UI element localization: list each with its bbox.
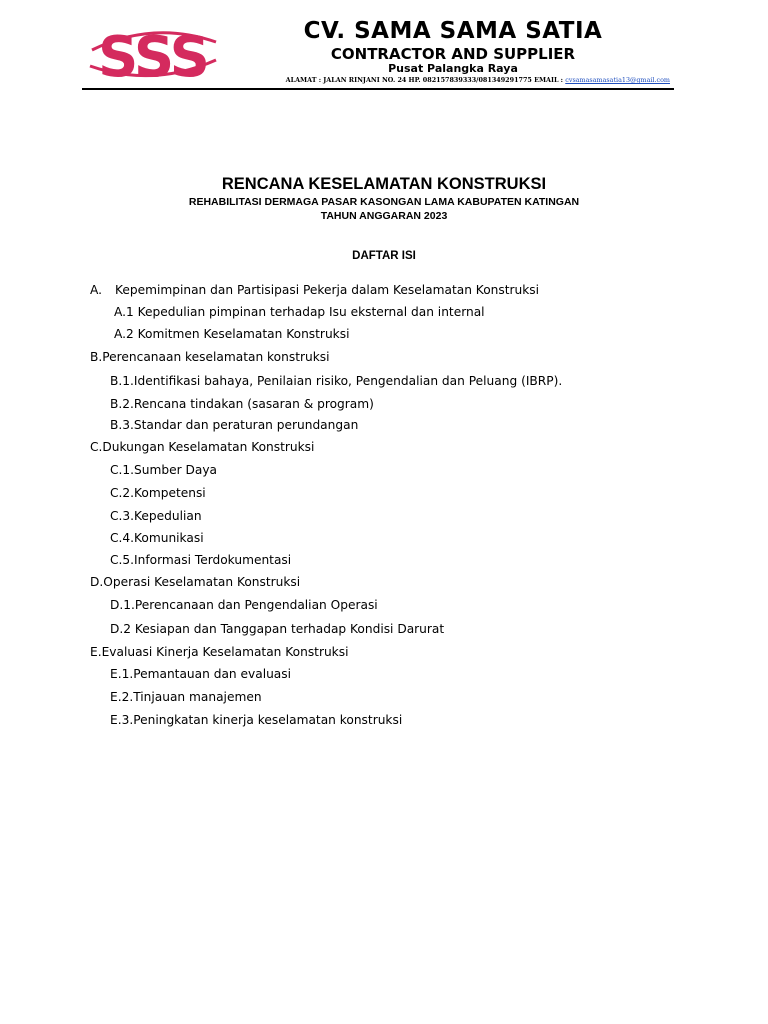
fiscal-year: TAHUN ANGGARAN 2023 (320, 210, 448, 222)
toc-heading: DAFTAR ISI (352, 250, 416, 262)
toc-item-a1: A.1 Kepedulian pimpinan terhadap Isu eksternal dan internal (114, 305, 485, 319)
toc-item-e3: E.3.Peningkatan kinerja keselamatan konstruksi (110, 713, 403, 727)
toc-section-c: C.Dukungan Keselamatan Konstruksi (90, 440, 315, 454)
address-text: ALAMAT : JALAN RINJANI NO. 24 HP. 082157839333/081349291775 EMAIL : (285, 76, 564, 84)
toc-item-b3: B.3.Standar dan peraturan perundangan (110, 418, 359, 432)
toc-item-c2: C.2.Kompetensi (110, 486, 206, 500)
toc-section-a-label: Kepemimpinan dan Partisipasi Pekerja dalam Keselamatan Konstruksi (115, 283, 540, 297)
email-link[interactable]: cvsamasamasatia13@gmail.com (565, 76, 670, 84)
toc-section-b: B.Perencanaan keselamatan konstruksi (90, 350, 330, 364)
toc-item-c1: C.1.Sumber Daya (110, 463, 217, 477)
logo-text: SSS (98, 25, 208, 88)
company-name: CV. SAMA SAMA SATIA (303, 18, 603, 44)
toc-item-d2: D.2 Kesiapan dan Tanggapan terhadap Kondisi Darurat (110, 622, 445, 636)
toc-item-c5: C.5.Informasi Terdokumentasi (110, 553, 292, 567)
company-tagline: CONTRACTOR AND SUPPLIER (330, 45, 576, 63)
toc-item-e1: E.1.Pemantauan dan evaluasi (110, 667, 292, 681)
company-city: Pusat Palangka Raya (388, 62, 518, 75)
toc-section-a (90, 282, 539, 298)
toc-item-b2: B.2.Rencana tindakan (sasaran & program) (110, 397, 374, 411)
toc-item-d1: D.1.Perencanaan dan Pengendalian Operasi (110, 598, 378, 612)
toc-item-e2: E.2.Tinjauan manajemen (110, 690, 262, 704)
toc-item-c3: C.3.Kepedulian (110, 509, 202, 523)
toc-section-a-marker: A. (90, 283, 102, 297)
document-title: RENCANA KESELAMATAN KONSTRUKSI (221, 175, 547, 193)
toc-item-a2: A.2 Komitmen Keselamatan Konstruksi (114, 327, 350, 341)
toc-item-c4: C.4.Komunikasi (110, 531, 204, 545)
toc-item-b1: B.1.Identifikasi bahaya, Penilaian risiko, Pengendalian dan Peluang (IBRP). (110, 374, 563, 388)
toc-section-d: D.Operasi Keselamatan Konstruksi (90, 575, 301, 589)
project-name: REHABILITASI DERMAGA PASAR KASONGAN LAMA KABUPATEN KATINGAN (188, 196, 580, 208)
toc-section-e: E.Evaluasi Kinerja Keselamatan Konstruksi (90, 645, 349, 659)
